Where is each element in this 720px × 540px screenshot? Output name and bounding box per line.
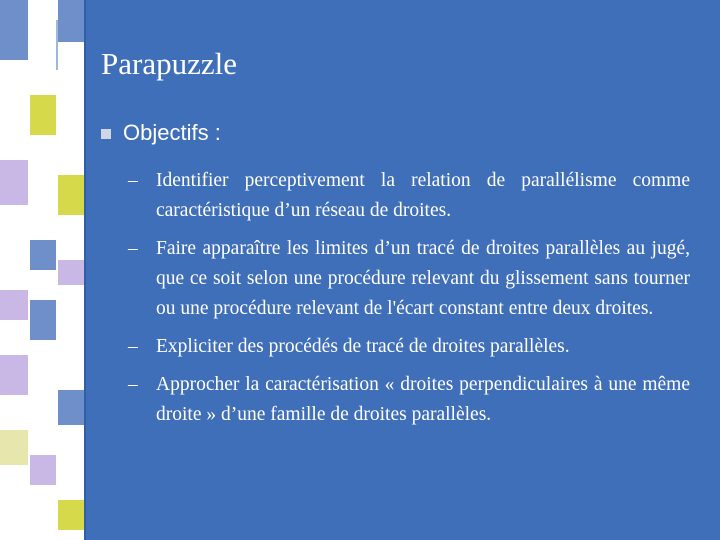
list-item: [128, 234, 690, 324]
section-heading: [101, 120, 221, 146]
stripe-block: [30, 455, 56, 485]
list-item-text: Expliciter des procédés de tracé de droites parallèles.: [156, 336, 570, 357]
stripe-block: [0, 160, 28, 205]
list-item-text: Identifier perceptivement la relation de parallélisme comme caractéristique d’un réseau de droites.: [156, 170, 690, 221]
section-heading-label: Objectifs :: [123, 120, 221, 145]
divider: [84, 0, 86, 540]
list-item: [128, 166, 690, 226]
stripe-block: [58, 260, 84, 285]
dash-bullet: –: [128, 238, 138, 259]
list-item: [128, 370, 690, 430]
list-item-text: Faire apparaître les limites d’un tracé de droites parallèles au jugé, que ce soit selon une procédure relevant du glissement sans tourner ou une procédure relevant de l'écart constant entre deux droites.: [156, 238, 690, 319]
stripe-block: [0, 430, 28, 465]
stripe-block: [30, 240, 56, 270]
decorative-stripes: [0, 0, 84, 540]
stripe-block: [30, 300, 56, 340]
stripe-block: [0, 290, 28, 320]
dash-bullet: –: [128, 374, 138, 395]
stripe-block: [58, 390, 84, 425]
stripe-block: [30, 20, 58, 70]
stripe-block: [58, 0, 84, 42]
objectives-list: [128, 166, 690, 438]
dash-bullet: –: [128, 170, 138, 191]
list-item: [128, 332, 690, 362]
stripe-block: [30, 95, 56, 135]
dash-bullet: –: [128, 336, 138, 357]
stripe-block: [58, 500, 84, 530]
stripe-block: [58, 175, 84, 215]
stripe-block: [0, 0, 28, 60]
slide-title: Parapuzzle: [101, 46, 237, 81]
stripe-block: [0, 355, 28, 395]
square-bullet-icon: [101, 129, 111, 139]
list-item-text: Approcher la caractérisation « droites perpendiculaires à une même droite » d’une famille de droites parallèles.: [156, 374, 690, 425]
